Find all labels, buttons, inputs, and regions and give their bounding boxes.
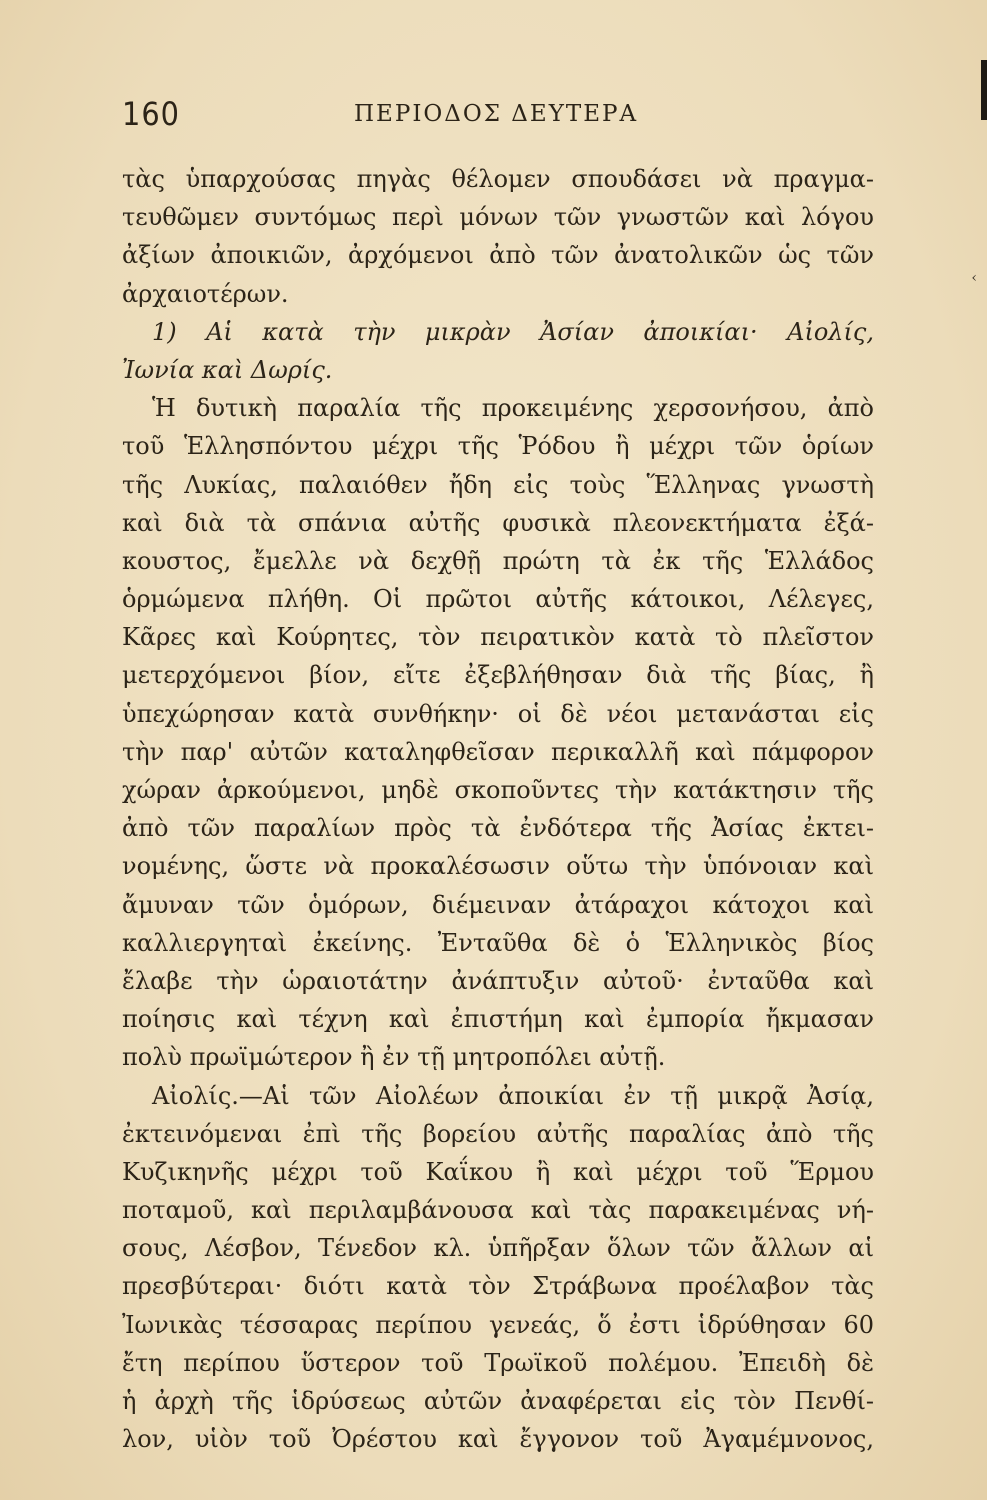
text-line: ἄμυναν τῶν ὁμόρων, διέμειναν ἀτάραχοι κάτοχοι καὶ <box>122 890 874 919</box>
margin-mark: ‹ <box>971 270 977 286</box>
text-line: ἔτη περίπου ὕστερον τοῦ Τρωϊκοῦ πολέμου. Ἐπειδὴ δὲ <box>122 1348 874 1377</box>
text-line: κουστος, ἔμελλε νὰ δεχθῇ πρώτη τὰ ἐκ τῆς Ἑλλάδος <box>122 546 874 575</box>
text-line: τοῦ Ἑλλησπόντου μέχρι τῆς Ῥόδου ἢ μέχρι τῶν ὁρίων <box>122 432 874 461</box>
body-text <box>122 160 874 1458</box>
page-header <box>122 95 872 135</box>
text-line: Αἰολίς.—Αἱ τῶν Αἰολέων ἀποικίαι ἐν τῇ μικρᾷ Ἀσίᾳ, <box>152 1081 874 1110</box>
running-head: ΠΕΡΙΟΔΟΣ ΔΕΥΤΕΡΑ <box>354 101 639 127</box>
text-line: ἀπὸ τῶν παραλίων πρὸς τὰ ἐνδότερα τῆς Ἀσίας ἐκτει- <box>122 814 874 843</box>
text-line: ἀξίων ἀποικιῶν, ἀρχόμενοι ἀπὸ τῶν ἀνατολικῶν ὡς τῶν <box>122 241 874 270</box>
text-line: Ἡ δυτικὴ παραλία τῆς προκειμένης χερσονήσου, ἀπὸ <box>152 394 874 423</box>
text-line: Ἰωνικὰς τέσσαρας περίπου γενεάς, ὅ ἐστι ἱδρύθησαν 60 <box>122 1310 874 1339</box>
text-line: τευθῶμεν συντόμως περὶ μόνων τῶν γνωστῶν καὶ λόγου <box>122 203 874 232</box>
text-line: καλλιεργηταὶ ἐκείνης. Ἐνταῦθα δὲ ὁ Ἑλληνικὸς βίος <box>122 928 874 957</box>
text-line: λον, υἱὸν τοῦ Ὀρέστου καὶ ἔγγονον τοῦ Ἀγαμέμνονος, <box>122 1425 874 1454</box>
text-line: ποίησις καὶ τέχνη καὶ ἐπιστήμη καὶ ἐμπορία ἤκμασαν <box>122 1005 874 1034</box>
text-line: ἡ ἀρχὴ τῆς ἱδρύσεως αὐτῶν ἀναφέρεται εἰς τὸν Πενθί- <box>122 1387 874 1415</box>
text-line: ἐκτεινόμεναι ἐπὶ τῆς βορείου αὐτῆς παραλίας ἀπὸ τῆς <box>122 1119 874 1148</box>
text-line: σους, Λέσβον, Τένεδον κλ. ὑπῆρξαν ὅλων τῶν ἄλλων αἱ <box>122 1234 874 1263</box>
text-line: τὰς ὑπαρχούσας πηγὰς θέλομεν σπουδάσει νὰ πραγμα- <box>122 165 874 193</box>
text-line: ἀρχαιοτέρων. <box>122 279 289 308</box>
text-line: ἔλαβε τὴν ὡραιοτάτην ἀνάπτυξιν αὐτοῦ· ἐνταῦθα καὶ <box>122 966 874 995</box>
text-line: τὴν παρ' αὐτῶν καταληφθεῖσαν περικαλλῆ καὶ πάμφορον <box>122 737 874 766</box>
text-line: πολὺ πρωϊμώτερον ἢ ἐν τῇ μητροπόλει αὐτῇ. <box>122 1043 666 1072</box>
text-line: νομένης, ὥστε νὰ προκαλέσωσιν οὕτω τὴν ὑπόνοιαν καὶ <box>122 852 874 881</box>
page-number: 160 <box>122 95 180 133</box>
text-line: ὑπεχώρησαν κατὰ συνθήκην· οἱ δὲ νέοι μετανάσται εἰς <box>122 699 874 728</box>
section-heading: 1) Αἱ κατὰ τὴν μικρὰν Ἀσίαν ἀποικίαι· Αἰολίς, <box>152 317 874 346</box>
text-line: Κυζικηνῆς μέχρι τοῦ Καΐκου ἢ καὶ μέχρι τοῦ Ἕρμου <box>122 1157 874 1186</box>
text-line: χώραν ἀρκούμενοι, μηδὲ σκοποῦντες τὴν κατάκτησιν τῆς <box>122 776 874 804</box>
text-line: ποταμοῦ, καὶ περιλαμβάνουσα καὶ τὰς παρακειμένας νή- <box>122 1196 874 1225</box>
text-line: καὶ διὰ τὰ σπάνια αὐτῆς φυσικὰ πλεονεκτήματα ἐξά- <box>122 508 874 537</box>
text-line: μετερχόμενοι βίον, εἴτε ἐξεβλήθησαν διὰ τῆς βίας, ἢ <box>122 661 874 690</box>
page-edge-mark <box>981 60 987 120</box>
section-heading: Ἰωνία καὶ Δωρίς. <box>122 355 333 384</box>
text-line: ὁρμώμενα πλήθη. Οἱ πρῶτοι αὐτῆς κάτοικοι, Λέλεγες, <box>122 585 874 614</box>
text-line: Κᾶρες καὶ Κούρητες, τὸν πειρατικὸν κατὰ τὸ πλεῖστον <box>122 623 874 652</box>
text-line: πρεσβύτεραι· διότι κατὰ τὸν Στράβωνα προέλαβον τὰς <box>122 1272 874 1301</box>
text-line: τῆς Λυκίας, παλαιόθεν ἤδη εἰς τοὺς Ἕλληνας γνωστὴ <box>122 470 874 499</box>
